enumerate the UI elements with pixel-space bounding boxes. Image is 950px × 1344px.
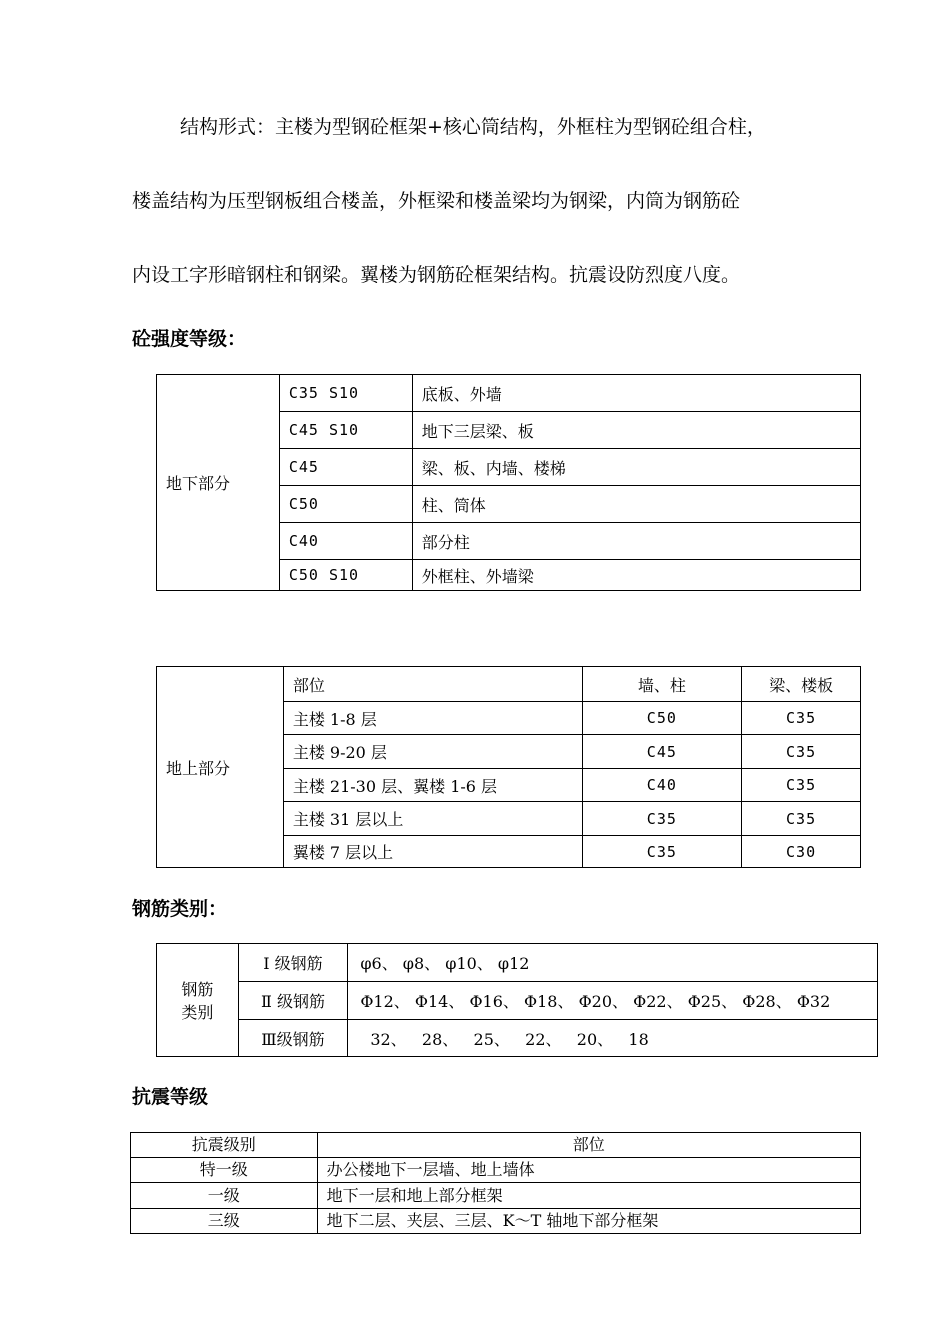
part-cell: 柱、筒体: [412, 486, 860, 523]
intro-line-3: 内设工字形暗钢柱和钢梁。翼楼为钢筋砼框架结构。抗震设防烈度八度。: [132, 264, 741, 286]
floor-cell: 主楼 1-8 层: [283, 702, 582, 735]
header-part: 部位: [283, 667, 582, 702]
part-cell: 外框柱、外墙梁: [412, 560, 860, 591]
grade-cell: C35 S10: [279, 375, 412, 412]
rebar-grade-cell: Ⅰ 级钢筋: [238, 944, 348, 982]
beam-grade-cell: C35: [742, 769, 861, 802]
table-row: [157, 1020, 878, 1057]
floor-cell: 翼楼 7 层以上: [283, 836, 582, 868]
table-header-row: [131, 1133, 861, 1158]
table-header-row: [157, 667, 861, 702]
grade-cell: C50: [279, 486, 412, 523]
grade-cell: C40: [279, 523, 412, 560]
part-cell: 梁、板、内墙、楼梯: [412, 449, 860, 486]
grade-cell: C50 S10: [279, 560, 412, 591]
part-cell: 地下三层梁、板: [412, 412, 860, 449]
wall-grade-cell: C35: [582, 802, 742, 836]
intro-line-1: 结构形式：主楼为型钢砼框架+核心筒结构，外框柱为型钢砼组合柱，: [180, 116, 766, 138]
rebar-heading: 钢筋类别：: [132, 898, 228, 920]
grade-cell: C45 S10: [279, 412, 412, 449]
wall-grade-cell: C40: [582, 769, 742, 802]
beam-grade-cell: C35: [742, 735, 861, 769]
rebar-sizes-cell: 32、 28、 25、 22、 20、 18: [348, 1020, 878, 1057]
header-seismic-grade: 抗震级别: [131, 1133, 318, 1158]
beam-grade-cell: C35: [742, 702, 861, 735]
concrete-heading: 砼强度等级：: [132, 328, 247, 350]
table-row: [131, 1183, 861, 1209]
table-row: [157, 944, 878, 982]
table-row: [157, 375, 861, 412]
rebar-label-line-1: 钢筋: [181, 980, 214, 999]
location-cell: 办公楼地下一层墙、地上墙体: [317, 1158, 860, 1183]
floor-cell: 主楼 9-20 层: [283, 735, 582, 769]
rebar-grade-cell: Ⅲ级钢筋: [238, 1020, 348, 1057]
rebar-sizes-cell: Φ12、 Φ14、 Φ16、 Φ18、 Φ20、 Φ22、 Φ25、 Φ28、 Φ32: [348, 982, 878, 1020]
underground-concrete-table: [156, 374, 861, 591]
seismic-grade-table: [130, 1132, 861, 1234]
wall-grade-cell: C35: [582, 836, 742, 868]
underground-label: 地下部分: [157, 375, 280, 591]
seismic-grade-cell: 一级: [131, 1183, 318, 1209]
table-row: [157, 982, 878, 1020]
wall-grade-cell: C45: [582, 735, 742, 769]
table-row: [131, 1158, 861, 1183]
rebar-grade-cell: Ⅱ 级钢筋: [238, 982, 348, 1020]
above-ground-concrete-table: [156, 666, 861, 868]
seismic-heading: 抗震等级: [132, 1086, 209, 1108]
above-ground-label: 地上部分: [157, 667, 284, 868]
header-location: 部位: [317, 1133, 860, 1158]
table-row: [131, 1209, 861, 1234]
header-beam-slab: 梁、楼板: [742, 667, 861, 702]
header-wall-column: 墙、柱: [582, 667, 742, 702]
wall-grade-cell: C50: [582, 702, 742, 735]
part-cell: 部分柱: [412, 523, 860, 560]
seismic-grade-cell: 三级: [131, 1209, 318, 1234]
rebar-table: [156, 943, 878, 1057]
floor-cell: 主楼 21-30 层、翼楼 1-6 层: [283, 769, 582, 802]
seismic-grade-cell: 特一级: [131, 1158, 318, 1183]
rebar-sizes-cell: φ6、 φ8、 φ10、 φ12: [348, 944, 878, 982]
grade-cell: C45: [279, 449, 412, 486]
floor-cell: 主楼 31 层以上: [283, 802, 582, 836]
part-cell: 底板、外墙: [412, 375, 860, 412]
beam-grade-cell: C30: [742, 836, 861, 868]
location-cell: 地下二层、夹层、三层、K～T 轴地下部分框架: [317, 1209, 860, 1234]
intro-line-2: 楼盖结构为压型钢板组合楼盖，外框梁和楼盖梁均为钢梁，内筒为钢筋砼: [132, 190, 741, 212]
location-cell: 地下一层和地上部分框架: [317, 1183, 860, 1209]
beam-grade-cell: C35: [742, 802, 861, 836]
rebar-label: [157, 944, 239, 1057]
rebar-label-line-2: 类别: [181, 1003, 214, 1022]
